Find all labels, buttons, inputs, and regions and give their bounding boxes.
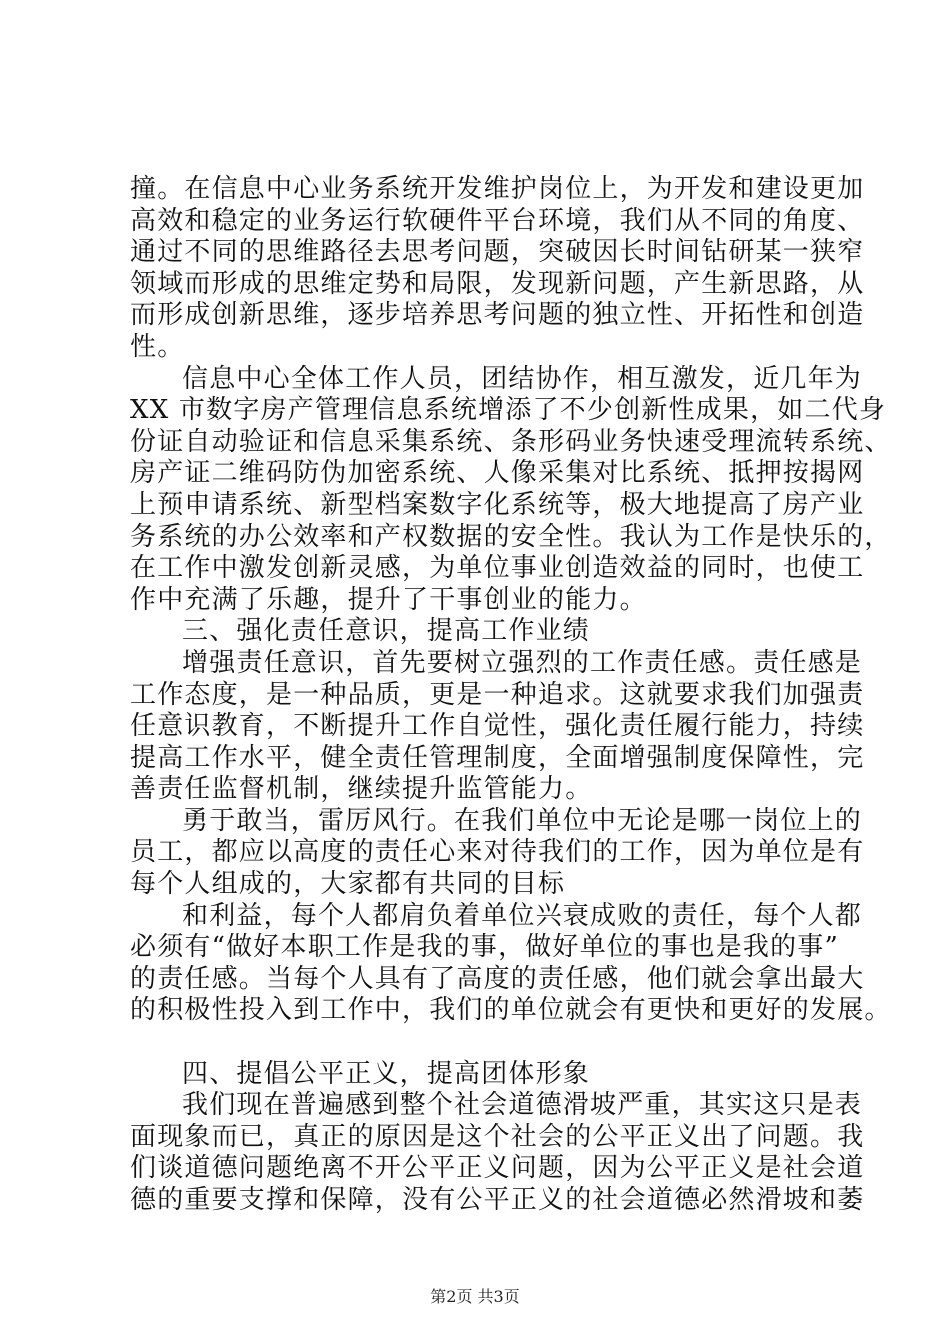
- text-line: 们谈道德问题绝离不开公平正义问题，因为公平正义是社会道: [130, 1153, 865, 1184]
- text-line: 性。: [130, 331, 185, 362]
- text-line: 德的重要支撑和保障，没有公平正义的社会道德必然滑坡和萎: [130, 1185, 865, 1215]
- text-line: XX 市数字房产管理信息系统增添了不少创新性成果，如二代身: [130, 395, 887, 426]
- text-line: 提高工作水平，健全责任管理制度，全面增强制度保障性，完: [130, 742, 865, 773]
- text-line: 面现象而已，真正的原因是这个社会的公平正义出了问题。我: [130, 1121, 865, 1152]
- text-line: 务系统的办公效率和产权数据的安全性。我认为工作是快乐的，: [130, 521, 892, 552]
- section-heading: 四、提倡公平正义，提高团体形象: [182, 1058, 591, 1089]
- document-body: [130, 174, 892, 1217]
- blank-line: [130, 1027, 850, 1059]
- text-line: 通过不同的思维路径去思考问题，突破因长时间钻研某一狭窄: [130, 237, 865, 268]
- text-line: 的积极性投入到工作中，我们的单位就会有更快和更好的发展。: [130, 995, 892, 1026]
- text-line: 撞。在信息中心业务系统开发维护岗位上，为开发和建设更加: [130, 174, 865, 204]
- text-line: 上预申请系统、新型档案数字化系统等，极大地提高了房产业: [130, 489, 865, 520]
- text-line: 的责任感。当每个人具有了高度的责任感，他们就会拿出最大: [130, 963, 865, 994]
- text-line: 房产证二维码防伪加密系统、人像采集对比系统、抵押按揭网: [130, 458, 865, 489]
- text-line: 而形成创新思维，逐步培养思考问题的独立性、开拓性和创造: [130, 300, 865, 331]
- text-line: 在工作中激发创新灵感，为单位事业创造效益的同时，也使工: [130, 553, 865, 584]
- text-line: 高效和稳定的业务运行软硬件平台环境，我们从不同的角度、: [130, 205, 865, 236]
- text-line: 每个人组成的，大家都有共同的目标: [130, 869, 566, 900]
- text-line: 领域而形成的思维定势和局限，发现新问题，产生新思路，从: [130, 268, 865, 299]
- text-line: 作中充满了乐趣，提升了干事创业的能力。: [130, 584, 647, 615]
- text-line: 份证自动验证和信息采集系统、条形码业务快速受理流转系统、: [130, 426, 892, 457]
- text-line: 任意识教育，不断提升工作自觉性，强化责任履行能力，持续: [130, 711, 865, 742]
- section-heading: 三、强化责任意识，提高工作业绩: [182, 616, 591, 647]
- text-line: 善责任监督机制，继续提升监管能力。: [130, 774, 593, 805]
- paragraph-start-line: 信息中心全体工作人员，团结协作，相互激发，近几年为: [182, 363, 863, 394]
- page-number-footer: 第2页 共3页: [430, 1287, 520, 1306]
- text-line: 必须有“做好本职工作是我的事，做好单位的事也是我的事”: [130, 932, 839, 963]
- paragraph-start-line: 勇于敢当，雷厉风行。在我们单位中无论是哪一岗位上的: [182, 805, 863, 836]
- text-line: 工作态度，是一种品质，更是一种追求。这就要求我们加强责: [130, 679, 865, 710]
- paragraph-start-line: 和利益，每个人都肩负着单位兴衰成败的责任，每个人都: [182, 900, 863, 931]
- paragraph-start-line: 我们现在普遍感到整个社会道德滑坡严重，其实这只是表: [182, 1090, 863, 1121]
- paragraph-start-line: 增强责任意识，首先要树立强烈的工作责任感。责任感是: [182, 647, 863, 678]
- text-line: 员工，都应以高度的责任心来对待我们的工作，因为单位是有: [130, 837, 865, 868]
